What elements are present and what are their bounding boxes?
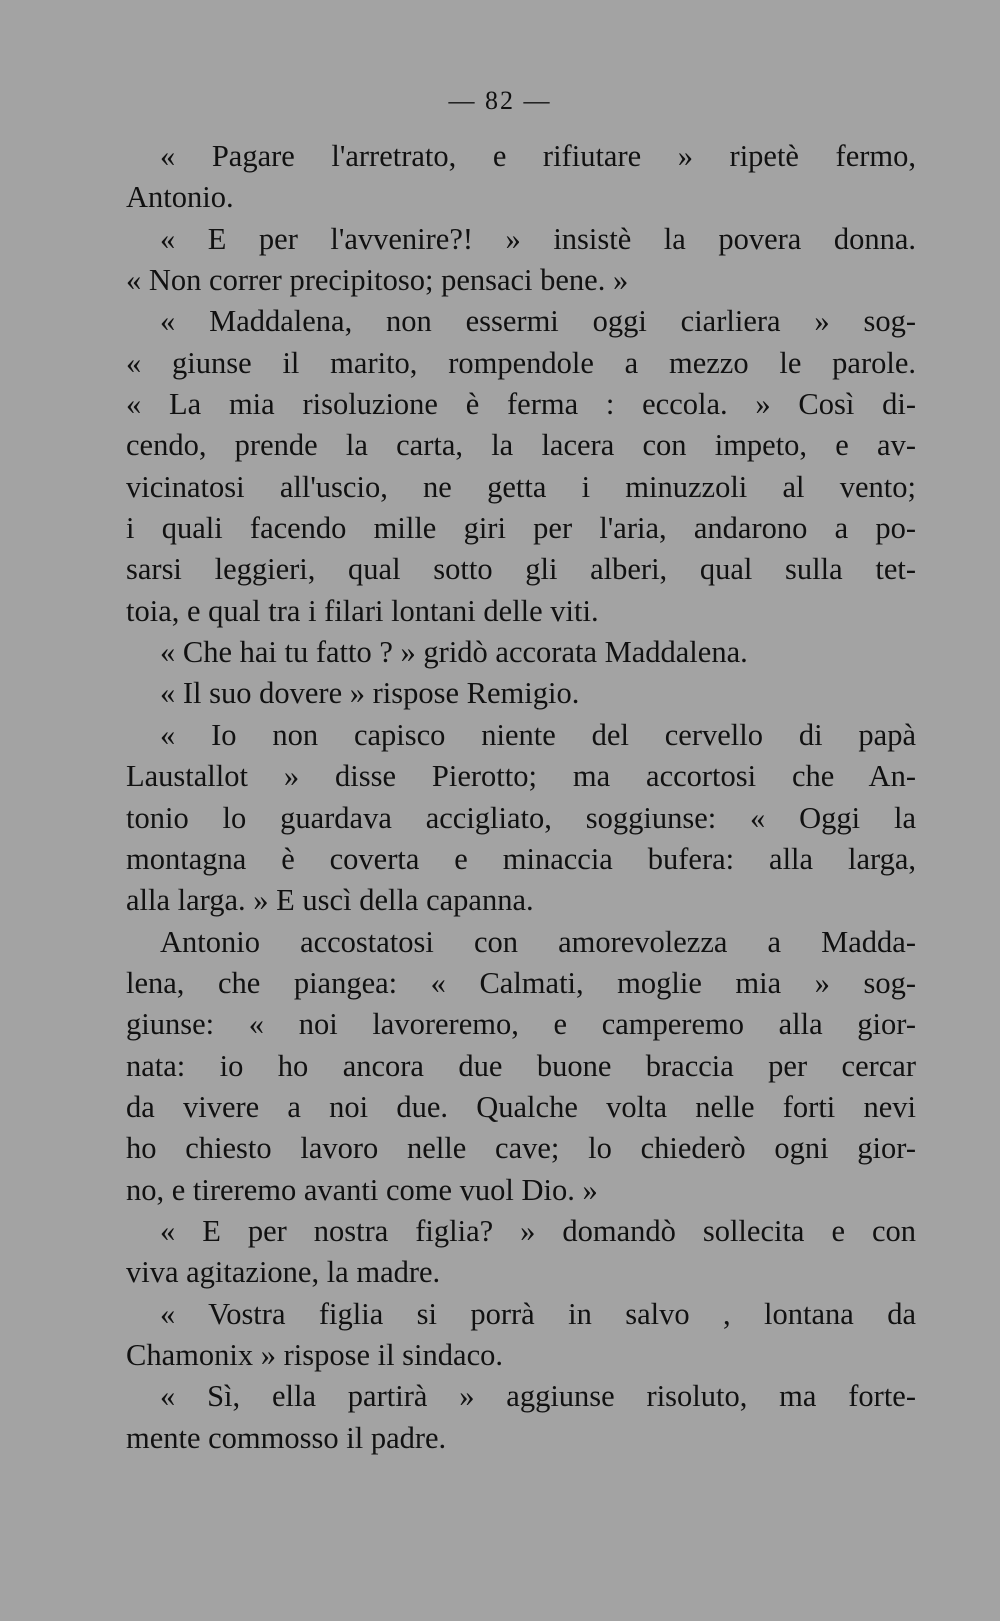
text-line: cendo, prende la carta, la lacera con impeto, e av- <box>126 428 916 463</box>
text-line: no, e tireremo avanti come vuol Dio. » <box>126 1172 598 1207</box>
text-line: vicinatosi all'uscio, ne getta i minuzzoli al vento; <box>126 469 916 504</box>
text-line: « Io non capisco niente del cervello di papà <box>160 717 916 752</box>
text-line: lena, che piangea: « Calmati, moglie mia » sog- <box>126 965 916 1000</box>
text-line: « Pagare l'arretrato, e rifiutare » ripetè fermo, <box>160 139 916 173</box>
text-line: toia, e qual tra i filari lontani delle viti. <box>126 593 599 628</box>
text-line: « Vostra figlia si porrà in salvo , lontana da <box>160 1296 916 1331</box>
text-line: « E per nostra figlia? » domandò sollecita e con <box>160 1213 916 1248</box>
text-line: da vivere a noi due. Qualche volta nelle forti nevi <box>126 1089 916 1124</box>
text-line: viva agitazione, la madre. <box>126 1255 441 1290</box>
body-text <box>126 136 916 1459</box>
text-line: giunse: « noi lavoreremo, e camperemo alla gior- <box>126 1007 916 1042</box>
text-line: alla larga. » E uscì della capanna. <box>126 883 534 918</box>
text-line: ho chiesto lavoro nelle cave; lo chiederò ogni gior- <box>126 1131 916 1166</box>
text-line: tonio lo guardava accigliato, soggiunse: « Oggi la <box>126 800 916 835</box>
text-line: i quali facendo mille giri per l'aria, andarono a po- <box>126 511 916 546</box>
text-line: Antonio accostatosi con amorevolezza a Madda- <box>160 924 916 959</box>
text-line: Laustallot » disse Pierotto; ma accortosi che An- <box>126 759 916 794</box>
text-line: nata: io ho ancora due buone braccia per cercar <box>126 1048 916 1083</box>
text-line: « Sì, ella partirà » aggiunse risoluto, ma forte- <box>160 1379 916 1414</box>
text-line: mente commosso il padre. <box>126 1420 447 1455</box>
text-line: « giunse il marito, rompendole a mezzo le parole. <box>126 345 916 380</box>
page-number: — 82 — <box>448 86 552 115</box>
text-line: Chamonix » rispose il sindaco. <box>126 1337 503 1372</box>
text-line: « Che hai tu fatto ? » gridò accorata Maddalena. <box>160 635 748 670</box>
text-line: « Non correr precipitoso; pensaci bene. » <box>126 263 629 298</box>
text-line: Antonio. <box>126 180 234 215</box>
text-line: « E per l'avvenire?! » insistè la povera donna. <box>160 221 916 256</box>
text-line: sarsi leggieri, qual sotto gli alberi, qual sulla tet- <box>126 552 916 587</box>
text-line: montagna è coverta e minaccia bufera: alla larga, <box>126 841 916 876</box>
text-line: « Maddalena, non essermi oggi ciarliera » sog- <box>160 304 916 339</box>
text-line: « La mia risoluzione è ferma : eccola. » Così di- <box>126 387 916 422</box>
text-line: « Il suo dovere » rispose Remigio. <box>160 676 580 711</box>
